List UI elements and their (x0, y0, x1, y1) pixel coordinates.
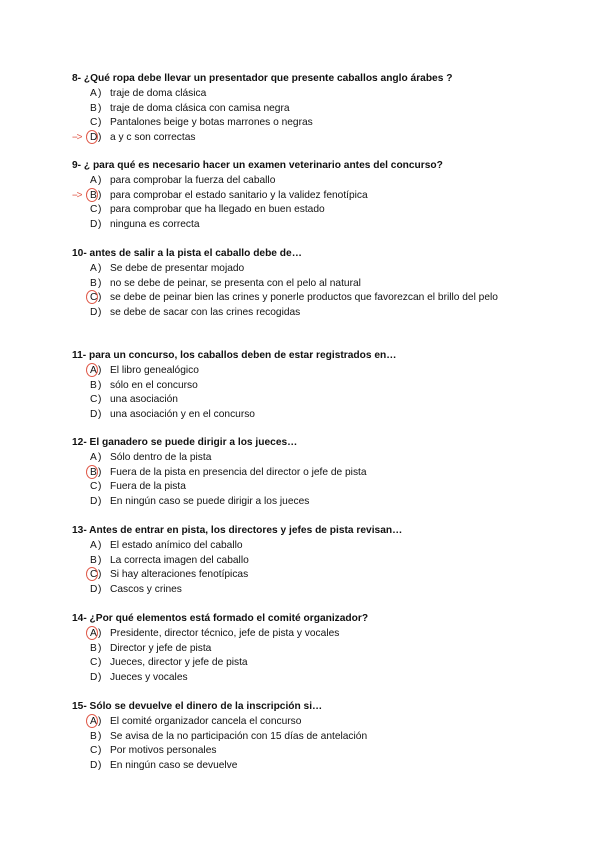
option-c: C ) Fuera de la pista (72, 480, 542, 495)
option-letter: B (90, 554, 97, 566)
option-text: En ningún caso se devuelve (110, 760, 238, 772)
option-letter: A (90, 88, 97, 99)
option-c: C ) para comprobar que ha llegado en buen estado (72, 203, 542, 218)
option-text: La correcta imagen del caballo (110, 554, 249, 566)
option-a: A ) El libro genealógico (72, 364, 542, 379)
option-letter: A (90, 452, 97, 463)
option-d: --> D ) a y c son correctas (72, 131, 542, 146)
option-text: una asociación (110, 394, 178, 406)
option-text: se debe de peinar bien las crines y ponerle productos que favorezcan el brillo del pelo (110, 292, 498, 304)
option-letter: B (90, 379, 97, 391)
option-text: una asociación y en el concurso (110, 409, 255, 421)
option-text: Jueces, director y jefe de pista (110, 657, 248, 669)
question-title: 15- Sólo se devuelve el dinero de la inscripción si… (72, 701, 323, 712)
option-letter: C (90, 481, 98, 493)
option-letter: C (90, 569, 98, 581)
option-b: B ) traje de doma clásica con camisa negra (72, 102, 542, 117)
option-text: Presidente, director técnico, jefe de pista y vocales (110, 628, 340, 639)
option-c: C ) Por motivos personales (72, 744, 542, 759)
option-letter: A (90, 540, 97, 551)
question-11 (72, 349, 542, 423)
option-d: D ) se debe de sacar con las crines recogidas (72, 306, 542, 321)
option-letter: A (90, 628, 97, 639)
question-13 (72, 524, 542, 598)
option-list (72, 174, 542, 233)
option-text: traje de doma clásica (110, 88, 207, 99)
option-letter: A (90, 263, 97, 274)
answer-circle-icon (86, 130, 98, 144)
option-a: A ) El comité organizador cancela el concurso (72, 715, 542, 730)
option-letter: D (90, 219, 98, 231)
option-letter: D (90, 307, 98, 319)
option-letter: C (90, 657, 98, 669)
option-text: Sólo dentro de la pista (110, 452, 212, 463)
option-text: para comprobar el estado sanitario y la validez fenotípica (110, 189, 368, 201)
option-text: Director y jefe de pista (110, 642, 212, 654)
option-text: Se debe de presentar mojado (110, 263, 245, 274)
option-text: se debe de sacar con las crines recogidas (110, 307, 301, 319)
option-d: D ) Cascos y crines (72, 583, 542, 598)
option-letter: B (90, 642, 97, 654)
option-letter: D (90, 760, 98, 772)
option-list (72, 87, 542, 146)
option-text: para comprobar la fuerza del caballo (110, 175, 276, 186)
option-letter: C (90, 292, 98, 304)
option-b: --> B ) para comprobar el estado sanitario y la validez fenotípica (72, 189, 542, 204)
option-d: D ) En ningún caso se puede dirigir a los jueces (72, 495, 542, 510)
option-letter: D (90, 584, 98, 596)
option-d: D ) ninguna es correcta (72, 218, 542, 233)
question-15 (72, 700, 542, 774)
option-text: Fuera de la pista en presencia del director o jefe de pista (110, 466, 367, 478)
question-8 (72, 72, 542, 146)
option-letter: C (90, 745, 98, 757)
option-letter: A (90, 175, 97, 186)
option-list (72, 262, 542, 321)
option-list (72, 539, 542, 598)
option-list (72, 364, 542, 423)
option-a: A ) Presidente, director técnico, jefe de pista y vocales (72, 627, 542, 642)
answer-circle-icon (86, 626, 98, 640)
option-text: traje de doma clásica con camisa negra (110, 102, 290, 114)
question-10 (72, 247, 542, 321)
option-c: C ) Pantalones beige y botas marrones o negras (72, 116, 542, 131)
option-text: Por motivos personales (110, 745, 217, 757)
option-b: B ) La correcta imagen del caballo (72, 554, 542, 569)
option-text: no se debe de peinar, se presenta con el pelo al natural (110, 277, 361, 289)
question-title: 10- antes de salir a la pista el caballo debe de… (72, 248, 302, 259)
option-a: A ) para comprobar la fuerza del caballo (72, 174, 542, 189)
option-a: A ) Sólo dentro de la pista (72, 451, 542, 466)
option-letter: D (90, 672, 98, 684)
option-letter: A (90, 716, 97, 727)
option-b: B ) Se avisa de la no participación con 15 días de antelación (72, 730, 542, 745)
option-text: Se avisa de la no participación con 15 días de antelación (110, 730, 368, 742)
answer-circle-icon (86, 188, 98, 202)
option-text: El comité organizador cancela el concurso (110, 716, 302, 727)
question-12 (72, 436, 542, 510)
answer-circle-icon (86, 714, 98, 728)
option-a: A ) traje de doma clásica (72, 87, 542, 102)
option-letter: C (90, 394, 98, 406)
option-text: Fuera de la pista (110, 481, 186, 493)
option-text: El libro genealógico (110, 365, 199, 376)
option-d: D ) Jueces y vocales (72, 671, 542, 686)
question-title: 8- ¿Qué ropa debe llevar un presentador que presente caballos anglo árabes ? (72, 73, 453, 84)
option-letter: D (90, 409, 98, 421)
option-c: C ) una asociación (72, 393, 542, 408)
question-title: 9- ¿ para qué es necesario hacer un examen veterinario antes del concurso? (72, 160, 443, 171)
option-letter: B (90, 189, 97, 201)
option-letter: D (90, 496, 98, 508)
option-letter: B (90, 277, 97, 289)
option-text: Si hay alteraciones fenotípicas (110, 569, 249, 581)
question-title: 14- ¿Por qué elementos está formado el comité organizador? (72, 613, 369, 624)
option-text: a y c son correctas (110, 132, 196, 144)
option-text: ninguna es correcta (110, 219, 200, 231)
option-letter: A (90, 365, 97, 376)
question-14 (72, 612, 542, 686)
option-list (72, 451, 542, 510)
option-b: B ) sólo en el concurso (72, 379, 542, 394)
option-list (72, 627, 542, 686)
option-text: Cascos y crines (110, 584, 182, 596)
option-letter: B (90, 730, 97, 742)
question-title: 13- Antes de entrar en pista, los directores y jefes de pista revisan… (72, 525, 403, 536)
option-b: B ) Fuera de la pista en presencia del director o jefe de pista (72, 466, 542, 481)
option-text: El estado anímico del caballo (110, 540, 243, 551)
option-letter: B (90, 102, 97, 114)
option-text: Pantalones beige y botas marrones o negras (110, 117, 313, 129)
arrow-mark-icon: --> (72, 132, 82, 144)
option-c: C ) Si hay alteraciones fenotípicas (72, 568, 542, 583)
answer-circle-icon (86, 363, 98, 377)
option-a: A ) Se debe de presentar mojado (72, 262, 542, 277)
option-c: C ) se debe de peinar bien las crines y ponerle productos que favorezcan el brillo del pelo (72, 291, 542, 306)
option-text: para comprobar que ha llegado en buen estado (110, 204, 325, 216)
option-text: En ningún caso se puede dirigir a los jueces (110, 496, 310, 508)
question-title: 12- El ganadero se puede dirigir a los jueces… (72, 437, 298, 448)
option-letter: C (90, 204, 98, 216)
question-title: 11- para un concurso, los caballos deben de estar registrados en… (72, 350, 397, 361)
option-text: Jueces y vocales (110, 672, 188, 684)
option-c: C ) Jueces, director y jefe de pista (72, 656, 542, 671)
answer-circle-icon (86, 465, 98, 479)
arrow-mark-icon: --> (72, 189, 82, 201)
question-9 (72, 159, 542, 233)
option-list (72, 715, 542, 774)
option-letter: B (90, 466, 97, 478)
option-b: B ) no se debe de peinar, se presenta con el pelo al natural (72, 277, 542, 292)
option-letter: C (90, 117, 98, 129)
option-d: D ) En ningún caso se devuelve (72, 759, 542, 774)
option-a: A ) El estado anímico del caballo (72, 539, 542, 554)
option-text: sólo en el concurso (110, 379, 198, 391)
option-b: B ) Director y jefe de pista (72, 642, 542, 657)
option-d: D ) una asociación y en el concurso (72, 408, 542, 423)
option-letter: D (90, 132, 98, 144)
